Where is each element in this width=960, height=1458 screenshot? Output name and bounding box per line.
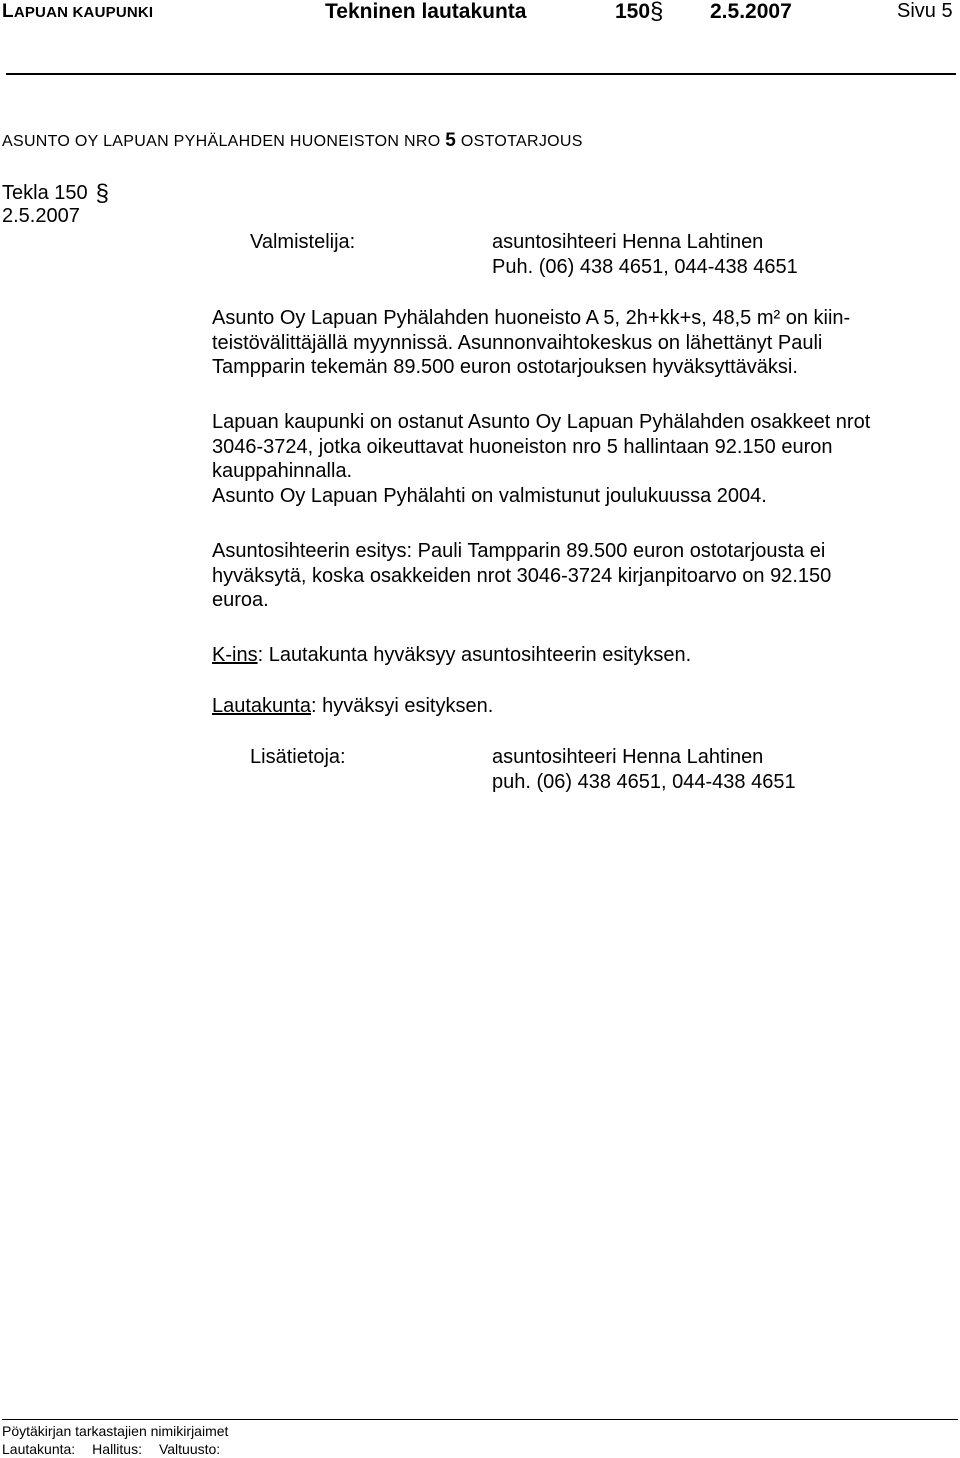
tekla-date: 2.5.2007 [2,205,80,227]
info-phone: puh. (06) 438 4651, 044-438 4651 [492,771,796,793]
preparer-label: Valmistelija: [250,231,356,253]
p2-line2: 3046-3724, jotka oikeuttavat huoneiston nro 5 hallintaan 92.150 euron [212,435,833,458]
p1-line2: teistövälittäjällä myynnissä. Asunnonvaihtokeskus on lähettänyt Pauli [212,331,823,354]
section-number: 150 [615,0,651,23]
decision-text: : hyväksyi esityksen. [310,695,494,717]
p1-line1: Asunto Oy Lapuan Pyhälahden huoneisto A 5, 2h+kk+s, 48,5 m² on kiin- [212,307,851,329]
document-title [2,130,583,152]
decision-label: Lautakunta [212,695,311,717]
paragraph-purchase-info [212,410,958,508]
p3-line1: Asuntosihteerin esitys: Pauli Tampparin 89.500 euron ostotarjousta ei [212,540,826,562]
meeting-date: 2.5.2007 [710,0,792,23]
footer-divider [2,1419,958,1420]
kins-line [212,643,958,668]
info-label: Lisätietoja: [250,746,346,768]
kins-label: K-ins [212,644,258,666]
p1-line3: Tampparin tekemän 89.500 euron ostotarjouksen hyväksyttäväksi. [212,356,798,378]
footer-hallitus: Hallitus: [92,1441,142,1457]
paragraph-proposal [212,539,958,613]
tekla-section-sign: § [95,180,109,207]
tekla-number: Tekla 150 [2,182,88,204]
title-post: OSTOTARJOUS [456,133,583,150]
info-name: asuntosihteeri Henna Lahtinen [492,746,764,768]
org-rest: APUAN KAUPUNKI [13,4,154,21]
p2-line4: Asunto Oy Lapuan Pyhälahti on valmistunut joulukuussa 2004. [212,484,767,507]
tekla-ref [2,180,109,208]
header-divider [6,73,956,75]
footer-lautakunta: Lautakunta: [2,1441,76,1457]
p3-line3: euroa. [212,589,269,611]
p2-line3: kauppahinnalla. [212,460,353,482]
board-name: Tekninen lautakunta [325,0,527,23]
preparer-name: asuntosihteeri Henna Lahtinen [492,231,764,253]
title-pre: ASUNTO OY LAPUAN PYHÄLAHDEN HUONEISTON NRO [2,133,446,150]
organization-name [2,1,153,23]
section-sign: § [650,0,664,25]
footer-valtuusto: Valtuusto: [158,1441,221,1457]
p3-line2: hyväksytä, koska osakkeiden nrot 3046-3724 kirjanpitoarvo on 92.150 [212,564,832,587]
preparer-phone: Puh. (06) 438 4651, 044-438 4651 [492,256,798,278]
footer-signatures-label: Pöytäkirjan tarkastajien nimikirjaimet [2,1423,229,1439]
kins-text: : Lautakunta hyväksyy asuntosihteerin esityksen. [257,644,692,666]
page-number: Sivu 5 [897,0,953,22]
paragraph-background [212,306,958,380]
decision-line [212,694,958,719]
org-initial: L [2,1,14,22]
p2-line1: Lapuan kaupunki on ostanut Asunto Oy Lapuan Pyhälahden osakkeet nrot [212,411,871,433]
footer-initials-row [2,1441,237,1457]
title-number: 5 [445,130,457,151]
